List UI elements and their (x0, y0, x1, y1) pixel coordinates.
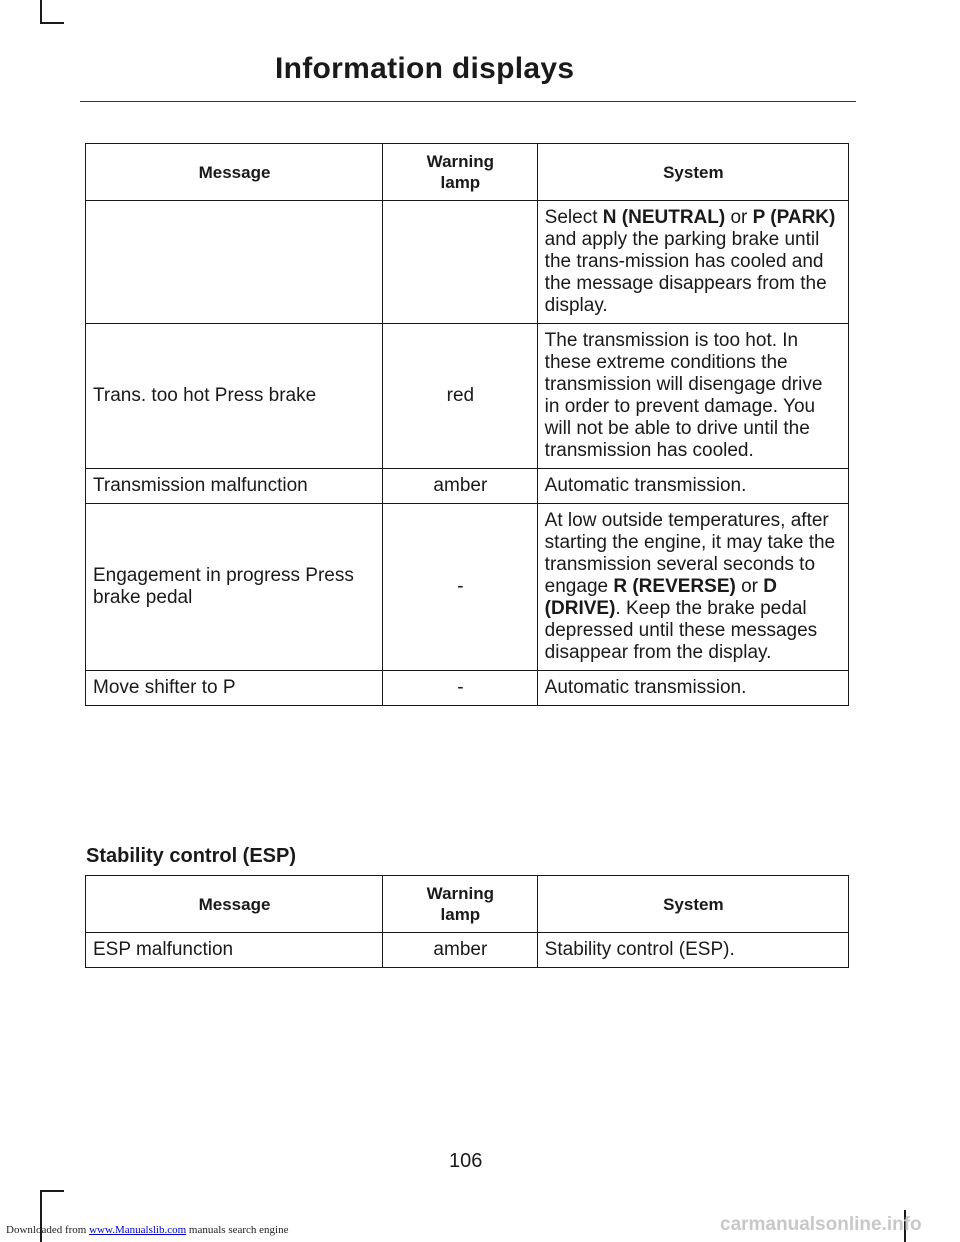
warning-lamp-cell: - (383, 671, 538, 706)
header-warning-lamp: Warning lamp (383, 876, 538, 933)
system-text: Automatic transmission. (544, 677, 747, 698)
warning-lamp-cell (383, 201, 538, 324)
system-cell (537, 671, 848, 706)
system-text-bold: P (PARK) (752, 207, 836, 228)
system-text: or (735, 576, 764, 597)
message-cell: Move shifter to P (86, 671, 383, 706)
footer-suffix: manuals search engine (186, 1224, 289, 1236)
system-text: Stability control (ESP). (544, 939, 735, 960)
system-text: or (725, 207, 753, 228)
header-system: System (537, 144, 848, 201)
warning-lamp-cell: red (383, 324, 538, 469)
crop-mark-top-left-v (40, 0, 42, 24)
system-cell (537, 324, 848, 469)
page-number: 106 (449, 1150, 483, 1172)
message-cell: ESP malfunction (86, 933, 383, 968)
transmission-messages-table (85, 143, 849, 706)
system-cell (537, 933, 848, 968)
system-cell (537, 201, 848, 324)
system-text: and apply the parking brake until the trans-mission has cooled and the message disappears from the display. (544, 229, 827, 316)
system-cell (537, 504, 848, 671)
message-cell (86, 201, 383, 324)
system-text: The transmission is too hot. In these extreme conditions the transmission will disengage drive in order to prevent damage. You will not be able to drive until the transmission has cooled. (544, 330, 823, 461)
esp-messages-table (85, 875, 849, 968)
warning-lamp-cell: amber (383, 469, 538, 504)
table-row (86, 201, 849, 324)
header-message: Message (86, 876, 383, 933)
table-row (86, 324, 849, 469)
table-row (86, 504, 849, 671)
title-divider (80, 101, 856, 102)
warning-lamp-cell: - (383, 504, 538, 671)
section-heading-esp: Stability control (ESP) (86, 845, 297, 867)
system-cell (537, 469, 848, 504)
table-header-row (86, 876, 849, 933)
system-text: Automatic transmission. (544, 475, 747, 496)
table-row (86, 933, 849, 968)
system-text-bold: D (DRIVE) (544, 576, 778, 619)
system-text-bold: N (NEUTRAL) (602, 207, 726, 228)
system-text: At low outside temperatures, after starting the engine, it may take the transmission several seconds to engage (544, 510, 836, 597)
system-text: . Keep the brake pedal depressed until these messages disappear from the display. (544, 598, 818, 663)
crop-mark-top-left-h (40, 22, 64, 24)
transmission-table-body (86, 201, 849, 706)
esp-table-body (86, 933, 849, 968)
footer (6, 1224, 288, 1236)
watermark: carmanualsonline.info (720, 1214, 922, 1235)
system-text: Select (544, 207, 603, 228)
table-row (86, 469, 849, 504)
footer-link[interactable]: www.Manualslib.com (89, 1224, 187, 1236)
table-row (86, 671, 849, 706)
message-cell: Transmission malfunction (86, 469, 383, 504)
header-message: Message (86, 144, 383, 201)
footer-prefix: Downloaded from (6, 1224, 90, 1236)
crop-mark-bottom-left-h (40, 1190, 64, 1192)
header-warning-lamp: Warning lamp (383, 144, 538, 201)
warning-lamp-cell: amber (383, 933, 538, 968)
table-header-row (86, 144, 849, 201)
system-text-bold: R (REVERSE) (613, 576, 736, 597)
message-cell: Engagement in progress Press brake pedal (86, 504, 383, 671)
header-system: System (537, 876, 848, 933)
message-cell: Trans. too hot Press brake (86, 324, 383, 469)
page-title: Information displays (275, 52, 575, 85)
